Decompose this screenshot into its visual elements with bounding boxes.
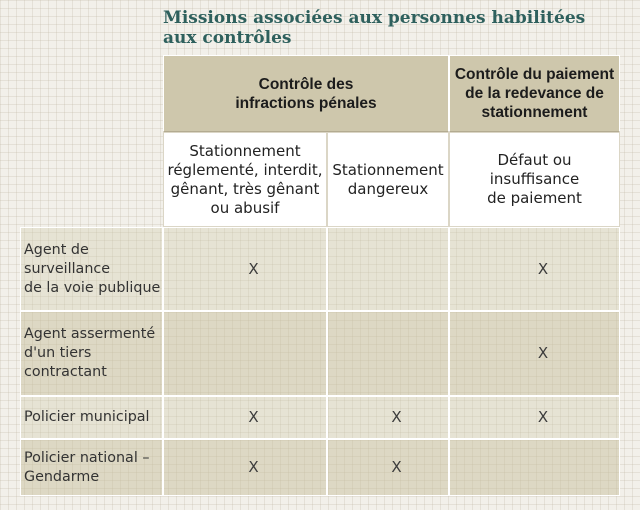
- row-label-line: surveillance: [24, 260, 111, 277]
- row-label-line: Agent de: [24, 241, 89, 258]
- row-label-national-police-gendarme: [20, 439, 163, 496]
- cross-mark: X: [391, 458, 402, 476]
- header-text-line: Stationnement: [189, 141, 301, 160]
- row-label-municipal-police: [20, 396, 163, 439]
- header-text-line: insuffisance: [489, 170, 580, 188]
- table-cell: [327, 227, 449, 311]
- row-label-line: Policier municipal: [24, 409, 150, 425]
- table-cell: [327, 439, 449, 496]
- header-text-line: Contrôle du paiement: [454, 66, 615, 83]
- group-header-parking-fee-payment: [449, 55, 620, 132]
- cross-mark: X: [248, 408, 259, 426]
- header-text-line: Défaut ou: [497, 151, 572, 169]
- column-header-missing-payment: [449, 132, 620, 227]
- cross-mark: X: [537, 259, 549, 278]
- cross-mark: X: [537, 408, 549, 426]
- table-cell: [163, 227, 327, 311]
- header-text-line: ou abusif: [210, 198, 280, 217]
- header-text-line: Contrôle des: [258, 75, 354, 93]
- row-label-line: Gendarme: [24, 468, 100, 485]
- column-header-regulated-parking: [163, 132, 327, 227]
- row-label-line: d'un tiers: [24, 345, 92, 361]
- table-cell: [449, 396, 620, 439]
- row-label-line: de la voie publique: [24, 279, 161, 296]
- table-cell: [449, 227, 620, 311]
- row-label-line: Policier national –: [24, 449, 150, 466]
- row-label-line: contractant: [24, 364, 107, 380]
- header-text-line: stationnement: [481, 104, 588, 121]
- row-label-sworn-contractor-agent: [20, 311, 163, 396]
- table-cell: [449, 439, 620, 496]
- table-cell: [449, 311, 620, 396]
- table-cell: [163, 311, 327, 396]
- header-text-line: infractions pénales: [235, 94, 377, 112]
- column-header-dangerous-parking: [327, 132, 449, 227]
- header-text-line: de la redevance de: [465, 85, 604, 102]
- table-cell: [163, 396, 327, 439]
- group-header-penal-offences: [163, 55, 449, 132]
- cross-mark: X: [248, 458, 259, 476]
- title-line: aux contrôles: [163, 28, 292, 48]
- header-text-line: de paiement: [487, 189, 582, 207]
- header-text-line: gênant, très gênant: [170, 179, 320, 198]
- header-text-line: Stationnement: [332, 160, 444, 179]
- cross-mark: X: [248, 259, 259, 278]
- cross-mark: X: [537, 344, 549, 362]
- title-line: Missions associées aux personnes habilitées: [163, 8, 586, 28]
- cross-mark: X: [391, 408, 402, 426]
- table-cell: [327, 311, 449, 396]
- row-label-line: Agent assermenté: [24, 326, 156, 342]
- table-cell: [327, 396, 449, 439]
- row-label-road-surveillance-agent: [20, 227, 163, 311]
- table-cell: [163, 439, 327, 496]
- header-text-line: dangereux: [347, 179, 429, 198]
- header-text-line: réglementé, interdit,: [167, 160, 323, 179]
